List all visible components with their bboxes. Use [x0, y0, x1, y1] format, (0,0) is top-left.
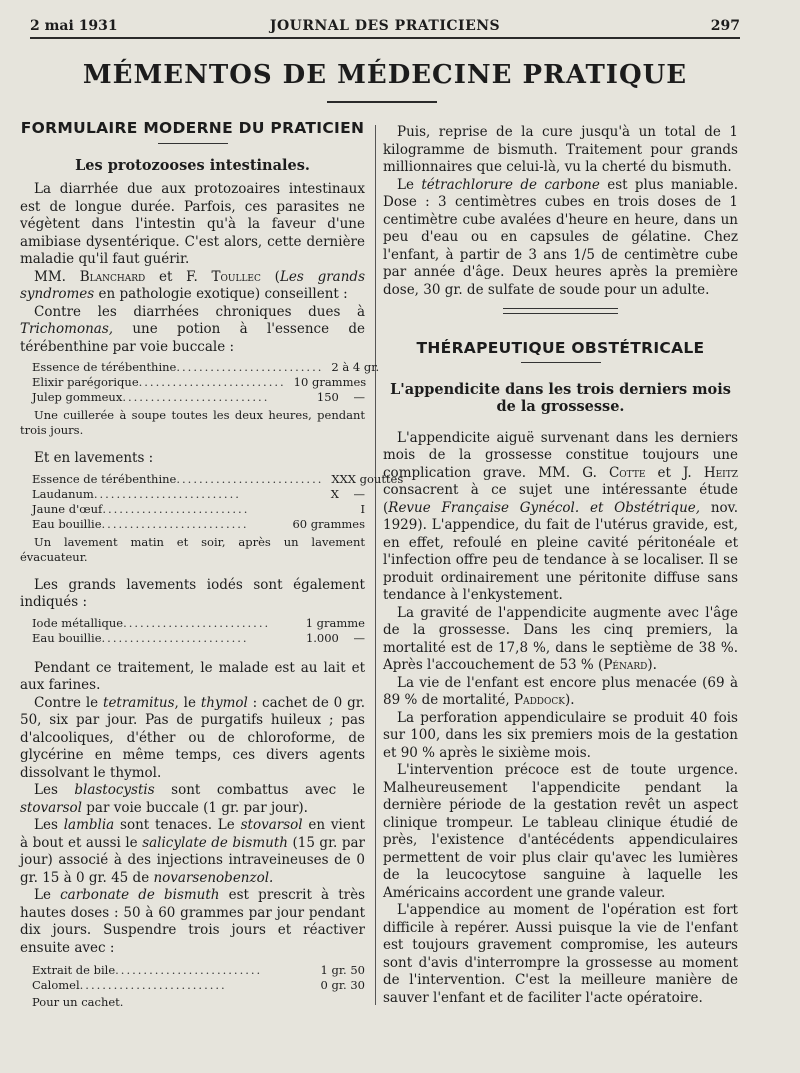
- header-page-number: 297: [710, 18, 740, 34]
- prescription-cachet: [20, 963, 365, 993]
- paragraph: Les grands lavements iodés sont également indiqués :: [20, 576, 365, 610]
- header-date: 2 mai 1931: [30, 18, 118, 34]
- paragraph: Les lamblia sont tenaces. Le stovarsol en vient à bout et aussi le salicylate de bismuth (15 gr. par jour) associé à des injections intraveineuses de 0 gr. 15 à 0 gr. 45 de novarsenobenzol.: [20, 817, 366, 886]
- paragraph: L'appendice au moment de l'opération est fort difficile à repérer. Aussi puisque la vie de l'enfant est toujours gravement compromise, les auteurs sont d'avis d'interrompre la grossesse au moment de l'intervention. C'est la meilleure manière de sauver l'enfant et de faciliter l'acte opératoire.: [383, 902, 738, 1006]
- paragraph: Pendant ce traitement, le malade est au lait et aux farines.: [20, 659, 365, 693]
- paragraph: La diarrhée due aux protozoaires intestinaux est de longue durée. Parfois, ces parasites ne végètent dans l'intestin qu'à la faveur d'une amibiase dysentérique. C'est alors, cette dernière maladie qu'il faut guérir.: [20, 181, 365, 267]
- paragraph: L'appendicite aiguë survenant dans les derniers mois de la grossesse constitue toujours une complication grave. MM. G. Cotte et J. Heitz consacrent à ce sujet une intéressante étude (Revue Française Gynécol. et Obstétrique, nov. 1929). L'appendice, du fait de l'utérus gravide, est, en effet, refoulé en pleine cavité péritonéale et l'infection offre peu de tendance à se localiser. Il se produit ordinairement une péritonite diffuse sans tendance à l'enkystement.: [383, 429, 738, 603]
- prescription-line: Iode métallique .......................... 1 gramme: [32, 615, 365, 630]
- subtitle-protozooses: Les protozooses intestinales.: [75, 156, 310, 174]
- paragraph: La perforation appendiculaire se produit 40 fois sur 100, dans les six premiers mois de la gestation et 90 % après le sixième mois.: [383, 709, 738, 761]
- running-header: [30, 18, 740, 38]
- left-column: [20, 119, 404, 1010]
- column-divider: [375, 125, 376, 1005]
- section-separator: [503, 308, 618, 314]
- header-rule: [30, 37, 740, 39]
- prescription-line: Jaune d'œuf .......................... I: [32, 501, 365, 516]
- prescription-note: Un lavement matin et soir, après un lavement évacuateur.: [20, 534, 365, 564]
- prescription-line: Elixir parégorique .......................... 10 grammes: [32, 375, 367, 389]
- prescription-line: Eau bouillie .......................... 60 grammes: [32, 516, 365, 531]
- header-journal-name: JOURNAL DES PRATICIENS: [269, 18, 501, 34]
- prescription-line: Essence de térébenthine .......................... XXX gouttes: [32, 471, 404, 486]
- prescription-line: Calomel .......................... 0 gr. 30: [32, 978, 365, 992]
- paragraph: Le tétrachlorure de carbone est plus maniable. Dose : 3 centimètres cubes en trois doses de 1 centimètre cube avalées d'heure en heure, dans un peu d'eau ou en capsules de gélatine. Chez l'enfant, à partir de 3 ans 1/5 de centimètre cube par année d'âge. Deux heures après la première dose, 30 gr. de sulfate de soude pour un adulte.: [383, 176, 739, 298]
- paragraph: Contre les diarrhées chroniques dues à Trichomonas, une potion à l'essence de térébenthine par voie buccale :: [20, 303, 365, 355]
- prescription-note: Pour un cachet.: [32, 995, 124, 1009]
- paragraph: L'intervention précoce est de toute urgence. Malheureusement l'appendicite pendant la dernière période de la gestation revêt un aspect clinique trompeur. Le tableau clinique étudié de près, l'existence d'antécédents appendiculaires permettent de voir plus clair qu'avec les lumières de la leucocytose sanguine à laquelle les Américains accordent une grande valeur.: [383, 762, 738, 901]
- section-title-formulaire: FORMULAIRE MODERNE DU PRATICIEN: [20, 119, 365, 137]
- section-title-therapeutique: THÉRAPEUTIQUE OBSTÉTRICALE: [416, 339, 705, 357]
- prescription-line: Essence de térébenthine .......................... 2 à 4 gr.: [32, 360, 380, 374]
- prescription-lavement: [20, 471, 404, 532]
- paragraph: Contre le tetramitus, le thymol : cachet de 0 gr. 50, six par jour. Pas de purgatifs huileux ; pas d'alcooliques, d'éther ou de chloroforme, de glycérine en même temps, ces divers agents dissolvant le thymol.: [20, 694, 365, 781]
- right-column: [383, 124, 738, 1007]
- paragraph: Puis, reprise de la cure jusqu'à un total de 1 kilogramme de bismuth. Traitement pour grands millionnaires que celui-là, vu la cherté du bismuth.: [383, 124, 738, 175]
- prescription-note: Une cuillerée à soupe toutes les deux heures, pendant trois jours.: [20, 408, 365, 437]
- prescription-line: Eau bouillie .......................... 1.000 —: [32, 630, 365, 645]
- paragraph: La gravité de l'appendicite augmente avec l'âge de la grossesse. Dans les cinq premiers, la mortalité est de 17,8 %, dans le septième de 38 %. Après l'accouchement de 53 % (Pénard).: [383, 604, 738, 673]
- prescription-line: Extrait de bile .......................... 1 gr. 50: [32, 963, 365, 977]
- paragraph: La vie de l'enfant est encore plus menacée (69 à 89 % de mortalité, Paddock).: [383, 674, 738, 708]
- prescription-iode: [20, 616, 365, 646]
- prescription-line: Laudanum .......................... X —: [32, 486, 365, 501]
- paragraph: Les blastocystis sont combattus avec le stovarsol par voie buccale (1 gr. par jour).: [20, 782, 365, 816]
- prescription-potion: [20, 360, 380, 405]
- main-title-rule: [327, 101, 437, 103]
- subtitle-appendicite: L'appendicite dans les trois derniers mois de la grossesse.: [390, 380, 731, 415]
- paragraph: Et en lavements :: [34, 450, 154, 466]
- section-rule: [158, 143, 228, 144]
- section-rule: [521, 362, 601, 363]
- paragraph: MM. Blanchard et F. Toullec (Les grands syndromes en pathologie exotique) conseillent :: [20, 268, 365, 302]
- paragraph: Le carbonate de bismuth est prescrit à très hautes doses : 50 à 60 grammes par jour pendant dix jours. Suspendre trois jours et réactiver ensuite avec :: [20, 887, 365, 956]
- main-title: MÉMENTOS DE MÉDECINE PRATIQUE: [82, 60, 688, 90]
- prescription-line: Julep gommeux .......................... 150 —: [32, 390, 365, 404]
